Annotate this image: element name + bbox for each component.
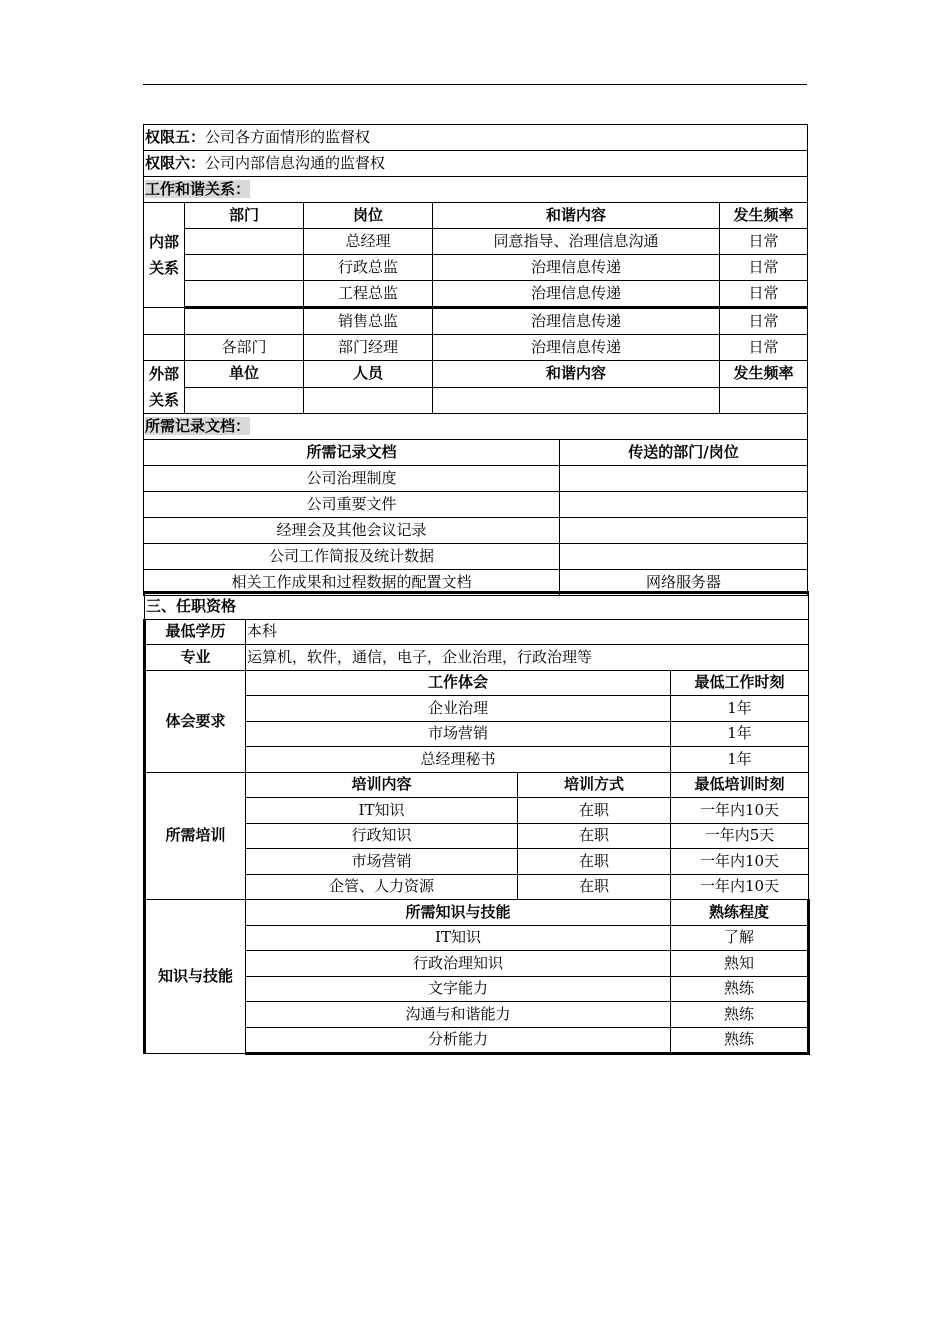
internal-post: 部门经理 bbox=[304, 335, 433, 361]
skills-header-level: 熟练程度 bbox=[671, 900, 809, 926]
record-dest bbox=[560, 492, 808, 518]
external-header-content: 和谐内容 bbox=[433, 361, 720, 388]
internal-post: 行政总监 bbox=[304, 255, 433, 281]
internal-label-continuation bbox=[144, 308, 185, 335]
records-header-doc: 所需记录文档 bbox=[144, 440, 560, 466]
external-relations-label: 外部 关系 bbox=[144, 361, 185, 414]
internal-freq: 日常 bbox=[720, 281, 808, 308]
external-person bbox=[304, 387, 433, 414]
training-time: 一年内10天 bbox=[671, 849, 809, 875]
education-value: 本科 bbox=[246, 619, 809, 645]
relations-title-row bbox=[144, 177, 808, 203]
internal-content: 治理信息传递 bbox=[433, 255, 720, 281]
training-header-time: 最低培训时刻 bbox=[671, 772, 809, 798]
records-title: 所需记录文档： bbox=[145, 417, 251, 435]
internal-content: 同意指导、治理信息沟通 bbox=[433, 229, 720, 255]
internal-content: 治理信息传递 bbox=[433, 281, 720, 308]
table-row bbox=[144, 544, 808, 570]
authority-six-text: 公司内部信息沟通的监督权 bbox=[205, 154, 386, 172]
authority-six-row bbox=[144, 151, 808, 177]
experience-time: 1年 bbox=[671, 721, 809, 747]
job-description-table-upper bbox=[143, 124, 808, 596]
experience-time: 1年 bbox=[671, 696, 809, 722]
training-mode: 在职 bbox=[518, 874, 671, 900]
training-content: 行政知识 bbox=[246, 823, 518, 849]
table-row bbox=[144, 281, 808, 308]
record-dest bbox=[560, 518, 808, 544]
internal-header-content: 和谐内容 bbox=[433, 203, 720, 229]
experience-item: 市场营销 bbox=[246, 721, 671, 747]
internal-dept bbox=[185, 308, 304, 335]
internal-dept bbox=[185, 281, 304, 308]
training-time: 一年内5天 bbox=[671, 823, 809, 849]
experience-label: 体会要求 bbox=[145, 670, 246, 772]
record-dest bbox=[560, 466, 808, 492]
record-dest bbox=[560, 544, 808, 570]
internal-header-freq: 发生频率 bbox=[720, 203, 808, 229]
internal-dept: 各部门 bbox=[185, 335, 304, 361]
table-row bbox=[144, 518, 808, 544]
training-content: 企管、人力资源 bbox=[246, 874, 518, 900]
internal-freq: 日常 bbox=[720, 335, 808, 361]
training-label: 所需培训 bbox=[145, 772, 246, 900]
skill-name: 文字能力 bbox=[246, 976, 671, 1002]
authority-five-label: 权限五： bbox=[145, 128, 206, 146]
internal-content: 治理信息传递 bbox=[433, 335, 720, 361]
internal-post: 总经理 bbox=[304, 229, 433, 255]
skills-header-skill: 所需知识与技能 bbox=[246, 900, 671, 926]
skill-name: 分析能力 bbox=[246, 1027, 671, 1054]
internal-dept bbox=[185, 229, 304, 255]
major-value: 运算机，软件，通信，电子，企业治理，行政治理等 bbox=[246, 645, 809, 671]
skill-name: 沟通与和谐能力 bbox=[246, 1002, 671, 1028]
record-dest: 网络服务器 bbox=[560, 570, 808, 596]
table-row bbox=[144, 335, 808, 361]
training-mode: 在职 bbox=[518, 823, 671, 849]
internal-label-continuation bbox=[144, 335, 185, 361]
external-header-unit: 单位 bbox=[185, 361, 304, 388]
external-content bbox=[433, 387, 720, 414]
table-row bbox=[144, 387, 808, 414]
training-content: 市场营销 bbox=[246, 849, 518, 875]
skill-level: 熟练 bbox=[671, 976, 809, 1002]
skill-level: 熟练 bbox=[671, 1002, 809, 1028]
record-doc: 公司治理制度 bbox=[144, 466, 560, 492]
table-row bbox=[144, 466, 808, 492]
skill-level: 了解 bbox=[671, 925, 809, 951]
job-description-table-qualifications bbox=[143, 591, 810, 1055]
internal-freq: 日常 bbox=[720, 308, 808, 335]
experience-header-time: 最低工作时刻 bbox=[671, 670, 809, 696]
training-header-mode: 培训方式 bbox=[518, 772, 671, 798]
skills-label: 知识与技能 bbox=[145, 900, 246, 1054]
internal-dept bbox=[185, 255, 304, 281]
major-label: 专业 bbox=[145, 645, 246, 671]
internal-relations-label: 内部 关系 bbox=[144, 203, 185, 308]
table-row bbox=[144, 308, 808, 335]
external-freq bbox=[720, 387, 808, 414]
internal-freq: 日常 bbox=[720, 255, 808, 281]
record-doc: 公司重要文件 bbox=[144, 492, 560, 518]
skill-level: 熟知 bbox=[671, 951, 809, 977]
header-rule bbox=[143, 84, 807, 85]
experience-item: 总经理秘书 bbox=[246, 747, 671, 773]
skill-name: 行政治理知识 bbox=[246, 951, 671, 977]
training-time: 一年内10天 bbox=[671, 874, 809, 900]
relations-title: 工作和谐关系： bbox=[145, 180, 251, 198]
external-header-freq: 发生频率 bbox=[720, 361, 808, 388]
skill-level: 熟练 bbox=[671, 1027, 809, 1054]
internal-header-post: 岗位 bbox=[304, 203, 433, 229]
training-mode: 在职 bbox=[518, 798, 671, 824]
internal-freq: 日常 bbox=[720, 229, 808, 255]
education-label: 最低学历 bbox=[145, 619, 246, 645]
training-mode: 在职 bbox=[518, 849, 671, 875]
experience-header-item: 工作体会 bbox=[246, 670, 671, 696]
record-doc: 经理会及其他会议记录 bbox=[144, 518, 560, 544]
internal-header-dept: 部门 bbox=[185, 203, 304, 229]
training-content: IT知识 bbox=[246, 798, 518, 824]
internal-post: 销售总监 bbox=[304, 308, 433, 335]
skill-name: IT知识 bbox=[246, 925, 671, 951]
authority-five-row bbox=[144, 125, 808, 151]
external-header-person: 人员 bbox=[304, 361, 433, 388]
training-time: 一年内10天 bbox=[671, 798, 809, 824]
external-unit bbox=[185, 387, 304, 414]
experience-time: 1年 bbox=[671, 747, 809, 773]
table-row bbox=[144, 229, 808, 255]
internal-post: 工程总监 bbox=[304, 281, 433, 308]
table-row bbox=[144, 255, 808, 281]
records-title-row bbox=[144, 414, 808, 440]
qualifications-title: 三、任职资格 bbox=[145, 593, 809, 620]
records-header-dest: 传送的部门/岗位 bbox=[560, 440, 808, 466]
record-doc: 相关工作成果和过程数据的配置文档 bbox=[144, 570, 560, 596]
table-row bbox=[144, 492, 808, 518]
internal-content: 治理信息传递 bbox=[433, 308, 720, 335]
authority-six-label: 权限六： bbox=[145, 154, 206, 172]
record-doc: 公司工作简报及统计数据 bbox=[144, 544, 560, 570]
training-header-content: 培训内容 bbox=[246, 772, 518, 798]
authority-five-text: 公司各方面情形的监督权 bbox=[205, 128, 371, 146]
experience-item: 企业治理 bbox=[246, 696, 671, 722]
